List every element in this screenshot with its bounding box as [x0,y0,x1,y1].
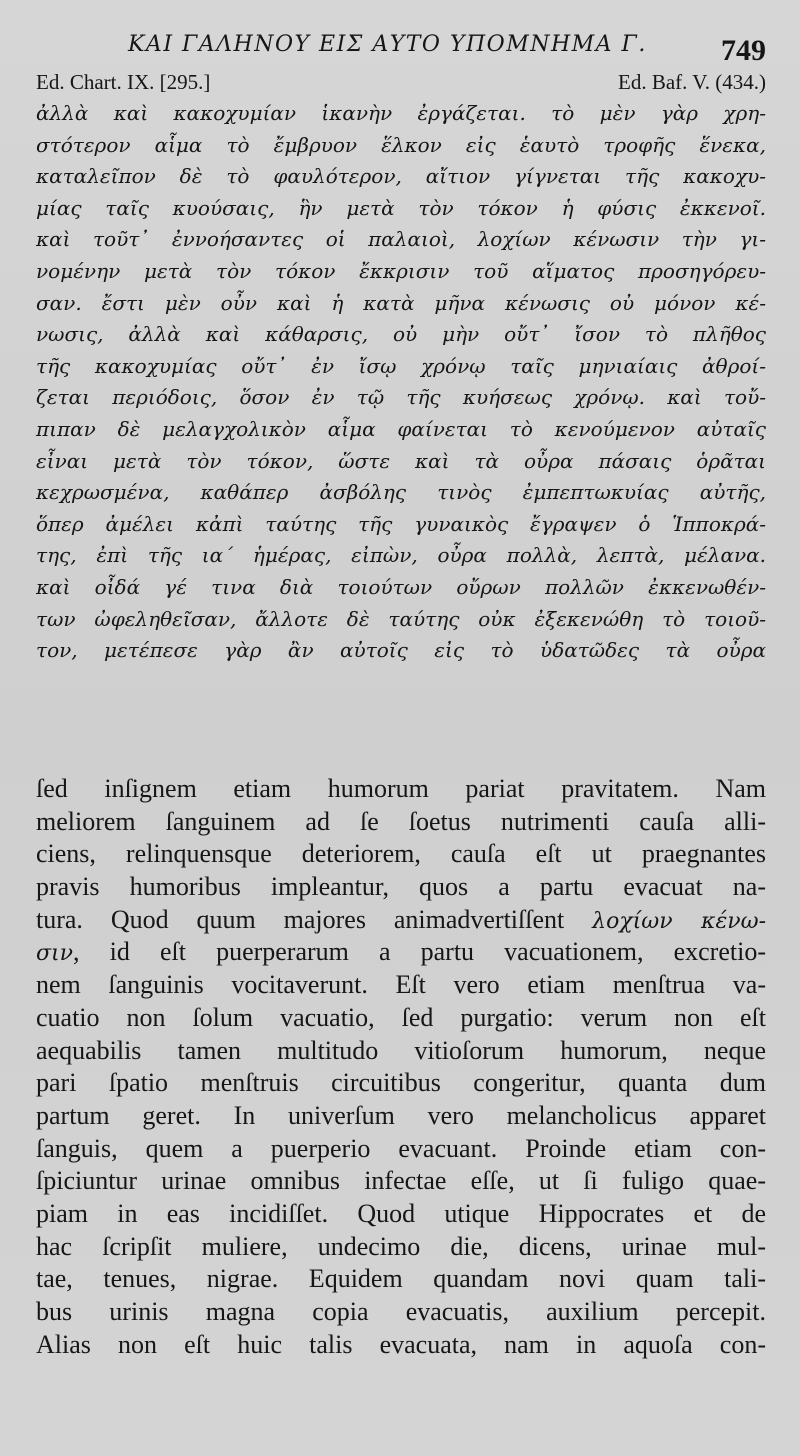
latin-line: ſanguis, quem a puerperio evacuant. Proinde etiam con- [36,1133,766,1163]
latin-line: cuatio non ſolum vacuatio, ſed purgatio: verum non eſt [36,1002,766,1032]
greek-line: σαν. ἔστι μὲν οὖν καὶ ἡ κατὰ μῆνα κένωσις οὐ μόνον κέ- [36,290,766,315]
latin-line: tae, tenues, nigrae. Equidem quandam novi quam tali- [36,1264,766,1294]
greek-line: εἶναι μετὰ τὸν τόκον, ὥστε καὶ τὰ οὖρα πάσαις ὁρᾶται [36,448,766,473]
running-title: ΚΑΙ ΓΑΛΗΝΟΥ ΕΙΣ ΑΥΤΟ ΥΠΟΜΝΗΜΑ Γ. [128,32,647,57]
latin-line: piam in eas incidiſſet. Quod utique Hippocrates et de [36,1198,766,1228]
greek-line: τῆς κακοχυμίας οὔτ᾽ ἐν ἴσῳ χρόνῳ ταῖς μηνιαίαις ἀθροί- [36,353,766,378]
latin-line: bus urinis magna copia evacuatis, auxilium percepit. [36,1297,766,1326]
latin-line: hac ſcripſit muliere, undecimo die, dicens, urinae mul- [36,1231,766,1261]
greek-line: νομένην μετὰ τὸν τόκον ἔκκρισιν τοῦ αἵματος προσηγόρευ- [36,258,766,283]
greek-line: της, ἐπὶ τῆς ια΄ ἡμέρας, εἰπὼν, οὖρα πολλὰ, λεπτὰ, μέλανα. [36,543,766,568]
latin-line: partum geret. In univerſum vero melancholicus apparet [36,1100,766,1130]
latin-line: ciens, relinquensque deteriorem, cauſa eſt ut praegnantes [36,839,766,869]
latin-fragment: tura. Quod quum majores animadvertiſſent [36,904,593,934]
greek-term: σιν [36,941,74,967]
greek-line: τον, μετέπεσε γὰρ ἂν αὐτοῖς εἰς τὸ ὑδατῶδες τὰ οὖρα [36,638,766,663]
greek-line: κεχρωσμένα, καθάπερ ἀσβόλης τινὸς ἐμπεπτωκυίας αὐτῆς, [36,480,766,505]
latin-line: Alias non eſt huic talis evacuata, nam in aquoſa con- [36,1329,766,1359]
greek-line: πιπαν δὲ μελαγχολικὸν αἷμα φαίνεται τὸ κενούμενον αὐταῖς [36,416,766,441]
greek-line: ὅπερ ἀμέλει κἀπὶ ταύτης τῆς γυναικὸς ἔγραψεν ὁ Ἱπποκρά- [36,511,766,536]
greek-line: ζεται περιόδοις, ὅσον ἐν τῷ τῆς κυήσεως χρόνῳ. καὶ τοὔ- [36,385,766,410]
edition-basel-reference: Ed. Baf. V. (434.) [618,70,766,94]
greek-line: νωσις, ἀλλὰ καὶ κάθαρσις, οὐ μὴν οὔτ᾽ ἴσον τὸ πλῆθος [36,322,766,347]
latin-line [36,936,766,969]
greek-line: μίας ταῖς κυούσαις, ἣν μετὰ τὸν τόκον ἡ φύσις ἐκκενοῖ. [36,195,766,220]
greek-line: καὶ τοῦτ᾽ ἐννοήσαντες οἱ παλαιοὶ, λοχίων κένωσιν τὴν γι- [36,227,766,252]
latin-line: pravis humoribus impleantur, quos a partu evacuat na- [36,872,766,902]
latin-fragment: , id eſt puerperarum a partu vacuationem, excretio- [73,937,766,967]
latin-line: ſed inſignem etiam humorum pariat pravitatem. Nam [36,774,766,803]
page-number: 749 [721,34,766,67]
greek-line: καταλεῖπον δὲ τὸ φαυλότερον, αἴτιον γίγνεται τῆς κακοχυ- [36,164,766,189]
greek-line: ἀλλὰ καὶ κακοχυμίαν ἱκανὴν ἐργάζεται. τὸ μὲν γὰρ χρη- [36,101,766,125]
edition-references [36,70,766,98]
latin-line: pari ſpatio menſtruis circuitibus congeritur, quanta dum [36,1068,766,1098]
greek-term: λοχίων κένω- [592,908,766,934]
page-header [36,28,766,72]
edition-chart-reference: Ed. Chart. IX. [295.] [36,70,211,94]
latin-line [36,904,766,937]
latin-line: meliorem ſanguinem ad ſe ſoetus nutrimenti cauſa alli- [36,806,766,836]
greek-text-block [36,98,766,667]
greek-line: στότερον αἷμα τὸ ἔμβρυον ἕλκον εἰς ἑαυτὸ τροφῆς ἕνεκα, [36,132,766,157]
latin-line: nem ſanguinis vocitaverunt. Eſt vero etiam menſtrua va- [36,970,766,1000]
latin-line: ſpiciuntur urinae omnibus infectae eſſe, ut ſi fuligo quae- [36,1166,766,1196]
latin-line: aequabilis tamen multitudo vitioſorum humorum, neque [36,1035,766,1065]
latin-text-block [36,773,766,1361]
greek-line: των ὠφεληθεῖσαν, ἄλλοτε δὲ ταύτης οὐκ ἐξεκενώθη τὸ τοιοῦ- [36,606,766,631]
greek-line: καὶ οἶδά γέ τινα διὰ τοιούτων οὔρων πολλῶν ἐκκενωθέν- [36,574,766,599]
